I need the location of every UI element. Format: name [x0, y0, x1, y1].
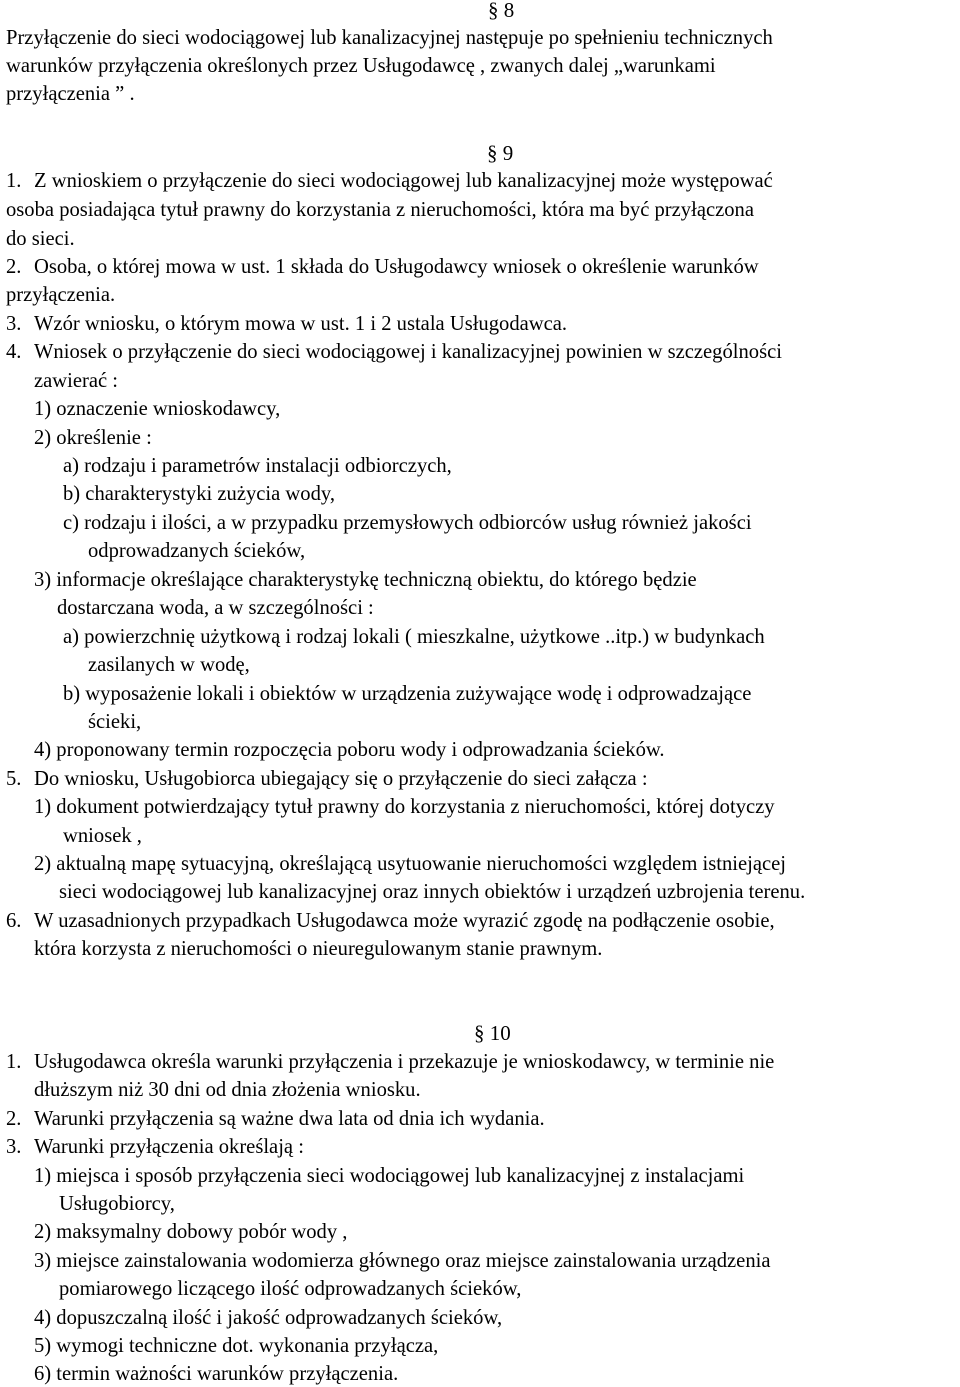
- s9-p4-subitem: b) charakterystyki zużycia wody,: [63, 483, 335, 505]
- s9-p6-line: która korzysta z nieruchomości o nieuregulowanym stanie prawnym.: [34, 938, 603, 960]
- s10-p3-item: pomiarowego liczącego ilość odprowadzanych ścieków,: [59, 1278, 522, 1300]
- s9-p4-subitem: zasilanych w wodę,: [88, 654, 250, 676]
- s10-p2-line: Warunki przyłączenia są ważne dwa lata od dnia ich wydania.: [34, 1108, 545, 1130]
- s10-p3-line: Warunki przyłączenia określają :: [34, 1136, 304, 1158]
- s9-p6-line: W uzasadnionych przypadkach Usługodawca może wyrazić zgodę na podłączenie osobie,: [34, 910, 775, 932]
- s9-p4-item: 1) oznaczenie wnioskodawcy,: [34, 398, 281, 420]
- s10-p3-item: 2) maksymalny dobowy pobór wody ,: [34, 1221, 348, 1243]
- s9-p4-subitem: odprowadzanych ścieków,: [88, 540, 306, 562]
- s9-p3-line: Wzór wniosku, o którym mowa w ust. 1 i 2 ustala Usługodawca.: [34, 313, 568, 335]
- s9-item-number: 4.: [6, 341, 22, 363]
- s10-p3-item: 4) dopuszczalną ilość i jakość odprowadzanych ścieków,: [34, 1307, 503, 1329]
- s9-p4-line: zawierać :: [34, 370, 119, 392]
- s9-p1-line: Z wnioskiem o przyłączenie do sieci wodociągowej lub kanalizacyjnej może występować: [34, 170, 773, 192]
- s10-item-number: 2.: [6, 1108, 22, 1130]
- s9-p5-item: sieci wodociągowej lub kanalizacyjnej oraz innych obiektów i urządzeń uzbrojenia terenu.: [59, 881, 806, 903]
- s10-p1-line: Usługodawca określa warunki przyłączenia i przekazuje je wnioskodawcy, w terminie nie: [34, 1051, 775, 1073]
- s9-p4-item: 3) informacje określające charakterystykę techniczną obiektu, do którego będzie: [34, 569, 697, 591]
- s8-line: warunków przyłączenia określonych przez Usługodawcę , zwanych dalej „warunkami: [6, 55, 716, 77]
- s10-p3-item: Usługobiorcy,: [59, 1193, 175, 1215]
- s9-p4-item: dostarczana woda, a w szczególności :: [57, 597, 374, 619]
- s9-item-number: 5.: [6, 768, 22, 790]
- s10-p3-item: 1) miejsca i sposób przyłączenia sieci wodociągowej lub kanalizacyjnej z instalacjami: [34, 1165, 745, 1187]
- s9-p5-item: 1) dokument potwierdzający tytuł prawny do korzystania z nieruchomości, której dotyczy: [34, 796, 775, 818]
- s9-p2-line: przyłączenia.: [6, 284, 116, 306]
- s9-p4-subitem: ścieki,: [88, 711, 142, 733]
- section-10-heading: § 10: [474, 1021, 511, 1045]
- s9-p4-subitem: a) powierzchnię użytkową i rodzaj lokali ( mieszkalne, użytkowe ..itp.) w budynkach: [63, 626, 765, 648]
- s9-p4-item: 4) proponowany termin rozpoczęcia poboru wody i odprowadzania ścieków.: [34, 739, 665, 761]
- s9-p5-item: 2) aktualną mapę sytuacyjną, określającą usytuowanie nieruchomości względem istniejącej: [34, 853, 786, 875]
- s9-p4-item: 2) określenie :: [34, 427, 152, 449]
- s10-p1-line: dłuższym niż 30 dni od dnia złożenia wniosku.: [34, 1079, 421, 1101]
- s9-p5-item: wniosek ,: [63, 825, 142, 847]
- s9-p4-subitem: a) rodzaju i parametrów instalacji odbiorczych,: [63, 455, 452, 477]
- s9-p2-line: Osoba, o której mowa w ust. 1 składa do Usługodawcy wniosek o określenie warunków: [34, 256, 759, 278]
- s9-p4-subitem: b) wyposażenie lokali i obiektów w urządzenia zużywające wodę i odprowadzające: [63, 683, 752, 705]
- s9-item-number: 1.: [6, 170, 22, 192]
- s9-p4-line: Wniosek o przyłączenie do sieci wodociągowej i kanalizacyjnej powinien w szczególności: [34, 341, 782, 363]
- s10-item-number: 3.: [6, 1136, 22, 1158]
- s9-item-number: 3.: [6, 313, 22, 335]
- s8-line: przyłączenia ” .: [6, 83, 135, 105]
- s10-p3-item: 6) termin ważności warunków przyłączenia.: [34, 1363, 399, 1385]
- s9-p1-line: osoba posiadająca tytuł prawny do korzystania z nieruchomości, która ma być przyłączona: [6, 199, 754, 221]
- s10-item-number: 1.: [6, 1051, 22, 1073]
- s10-p3-item: 5) wymogi techniczne dot. wykonania przyłącza,: [34, 1335, 439, 1357]
- section-8-heading: § 8: [488, 0, 515, 22]
- s10-p3-item: 3) miejsce zainstalowania wodomierza głównego oraz miejsce zainstalowania urządzenia: [34, 1250, 771, 1272]
- s9-item-number: 2.: [6, 256, 22, 278]
- s9-p4-subitem: c) rodzaju i ilości, a w przypadku przemysłowych odbiorców usług również jakości: [63, 512, 752, 534]
- section-9-heading: § 9: [487, 141, 514, 165]
- s9-item-number: 6.: [6, 910, 22, 932]
- s9-p1-line: do sieci.: [6, 228, 75, 250]
- s8-line: Przyłączenie do sieci wodociągowej lub kanalizacyjnej następuje po spełnieniu technicznych: [6, 27, 773, 49]
- s9-p5-line: Do wniosku, Usługobiorca ubiegający się o przyłączenie do sieci załącza :: [34, 768, 648, 790]
